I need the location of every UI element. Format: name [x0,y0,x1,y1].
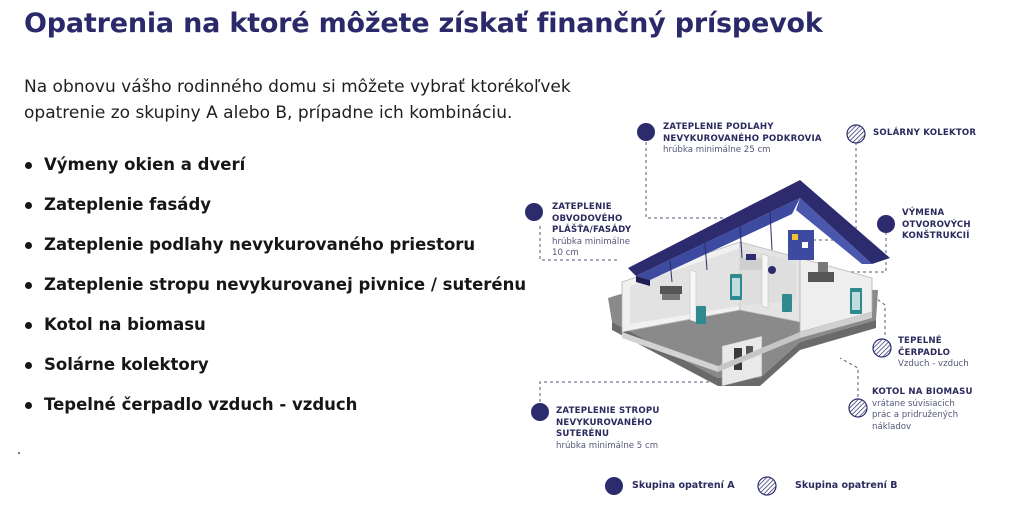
measure-item-biomass-boiler: Kotol na biomasu [24,311,526,351]
label-heatpump-title-1: TEPELNÉ [898,336,942,346]
label-solar [873,128,976,140]
label-attic-title-2: NEVYKUROVANÉHO PODKROVIA [663,133,822,144]
marker-facade-group-a [525,203,543,221]
legend-group-b-icon [758,477,776,495]
label-facade-title-2: OBVODOVÉHO [552,213,623,224]
intro-line-2: opatrenie zo skupiny A alebo B, prípadne ich kombináciu. [24,103,513,123]
marker-basement-group-a [531,403,549,421]
label-windows-title-3: KONŠTRUKCIÍ [902,231,970,241]
label-biomass-title: KOTOL NA BIOMASU [872,387,973,397]
label-facade-title-3: PLÁŠŤA/FASÁDY [552,225,632,235]
label-basement-title-1: ZATEPLENIE STROPU [556,406,660,416]
measure-item-ceiling-insulation: Zateplenie stropu nevykurovanej pivnice / suterénu [24,271,526,311]
measure-item-floor-insulation: Zateplenie podlahy nevykurovaného priestoru [24,231,526,271]
marker-biomass-group-b [849,399,867,417]
legend-group-b-label: Skupina opatrení B [795,480,898,491]
label-basement-title-2: NEVYKUROVANÉHO [556,417,653,428]
label-facade-sub-1: hrúbka minimálne [552,236,631,247]
group-b-markers [847,125,891,417]
measures-list [24,151,526,431]
label-biomass-sub-3: nákladov [872,421,912,432]
label-biomass-sub-2: prác a pridružených [872,410,959,420]
measure-item-solar-collectors: Solárne kolektory [24,351,526,391]
label-biomass-sub-1: vrátane súvisiacich [872,398,955,409]
label-heatpump-sub: Vzduch - vzduch [898,359,969,369]
label-attic-title-1: ZATEPLENIE PODLAHY [663,122,774,132]
measure-item-heat-pump: Tepelné čerpadlo vzduch - vzduch [24,391,526,431]
label-windows-title-2: OTVOROVÝCH [902,219,971,230]
intro-line-1: Na obnovu vášho rodinného domu si môžete vybrať ktorékoľvek [24,77,571,97]
label-basement-sub: hrúbka minimálne 5 cm [556,440,659,451]
label-basement [556,406,660,452]
marker-windows-group-a [877,215,895,233]
legend-group-a-label: Skupina opatrení A [632,480,735,491]
label-heatpump-title-2: ČERPADLO [898,347,951,358]
label-facade-sub-2: 10 cm [552,248,579,258]
label-solar-title: SOLÁRNY KOLEKTOR [873,128,977,138]
intro-paragraph [24,74,571,126]
measure-item-windows: Výmeny okien a dverí [24,151,526,191]
label-windows-title-1: VÝMENA [902,208,945,218]
label-facade [552,202,631,260]
label-attic-sub: hrúbka minimálne 25 cm [663,145,771,155]
marker-solar-group-b [847,125,865,143]
label-biomass [872,387,973,433]
label-heatpump [898,336,969,371]
legend-group-a-icon [605,477,623,495]
marker-heatpump-group-b [873,339,891,357]
marker-attic-group-a [637,123,655,141]
label-basement-title-3: SUTERÉNU [556,429,610,439]
label-windows [902,208,971,243]
measure-item-facade: Zateplenie fasády [24,191,526,231]
label-attic [663,122,822,157]
page-title: Opatrenia na ktoré môžete získať finančný príspevok [24,8,823,39]
label-facade-title-1: ZATEPLENIE [552,202,612,212]
stray-dot [18,452,20,454]
